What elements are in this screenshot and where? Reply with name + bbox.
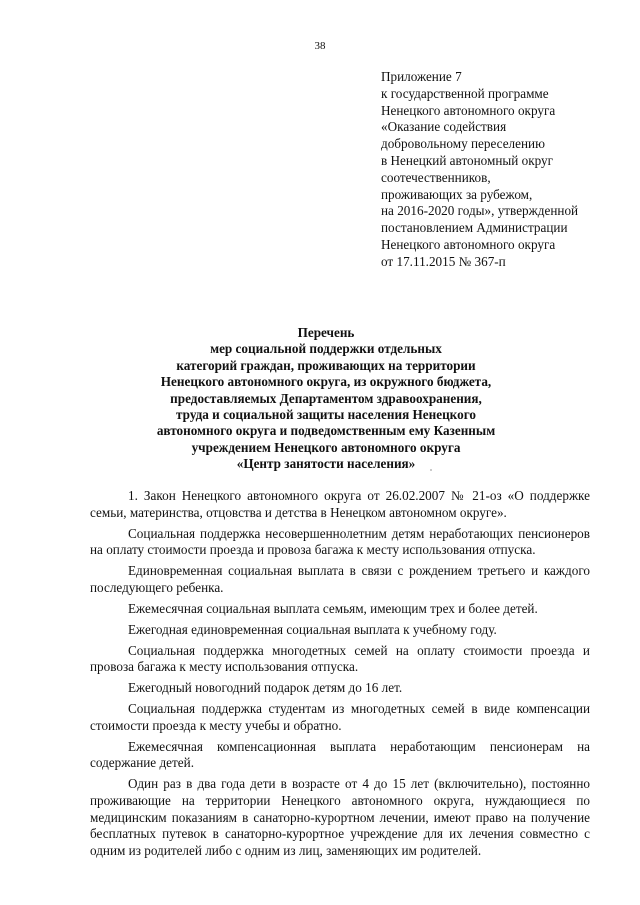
document-body (90, 488, 590, 864)
paragraph: Ежемесячная социальная выплата семьям, имеющим трех и более детей. (128, 600, 538, 616)
paragraph: Ежегодный новогодний подарок детям до 16 лет. (128, 680, 403, 696)
title-line: учреждением Ненецкого автономного округа (191, 439, 461, 455)
title-line: Ненецкого автономного округа, из окружного бюджета, (160, 374, 492, 390)
appendix-line: постановлением Администрации (381, 220, 568, 236)
appendix-line: в Ненецкий автономный округ (381, 152, 554, 168)
appendix-line: Ненецкого автономного округа (381, 236, 556, 252)
paragraph: Ежемесячная компенсационная выплата неработающим пенсионерам на содержание детей. (90, 738, 590, 771)
appendix-line: от 17.11.2015 № 367-п (381, 253, 506, 269)
paragraph: Один раз в два года дети в возрасте от 4 до 15 лет (включительно), постоянно проживающие на территории Ненецкого автономного округа, нуждающиеся по медицинским показаниям в санаторно-курортном лечении, имеют право на получение бесплатных путевок в санаторно-курортное учреждение для их лечения совместно с одним из родителей либо с одним из лиц, заменяющих им родителей. (90, 776, 590, 859)
title-line: «Центр занятости населения» (236, 456, 416, 472)
scan-speck (430, 469, 432, 471)
title-line: труда и социальной защиты населения Ненецкого (176, 407, 476, 423)
paragraph: Ежегодная единовременная социальная выплата к учебному году. (128, 621, 497, 637)
document-title (100, 325, 552, 473)
paragraph: Социальная поддержка несовершеннолетним детям неработающих пенсионеров на оплату стоимости проезда и провоза багажа к месту использования отпуска. (90, 525, 590, 558)
appendix-header (381, 69, 631, 271)
title-line: мер социальной поддержки отдельных (210, 341, 442, 357)
page-number: 38 (314, 40, 326, 52)
title-line: автономного округа и подведомственным ему Казенным (156, 423, 496, 439)
paragraph: 1. Закон Ненецкого автономного округа от 26.02.2007 № 21-оз «О поддержке семьи, материнства, отцовства и детства в Ненецком автономном округе». (90, 488, 590, 520)
paragraph: Единовременная социальная выплата в связи с рождением третьего и каждого последующего ребенка. (90, 563, 590, 595)
appendix-line: Приложение 7 (381, 69, 462, 84)
appendix-line: проживающих за рубежом, (381, 186, 533, 202)
appendix-line: добровольному переселению (381, 136, 545, 152)
appendix-line: на 2016-2020 годы», утвержденной (381, 203, 579, 219)
paragraph: Социальная поддержка многодетных семей на оплату стоимости проезда и провоза багажа к месту использования отпуска. (90, 642, 590, 675)
title-line: категорий граждан, проживающих на территории (176, 357, 476, 373)
paragraph: Социальная поддержка студентам из многодетных семей в виде компенсации стоимости проезда к месту учебы и обратно. (90, 701, 590, 733)
title-line: предоставляемых Департаментом здравоохранения, (170, 390, 482, 406)
appendix-line: к государственной программе (381, 85, 549, 101)
appendix-line: Ненецкого автономного округа (381, 102, 556, 118)
title-line: Перечень (297, 325, 355, 340)
appendix-line: соотечественников, (381, 169, 491, 185)
appendix-line: «Оказание содействия (381, 119, 507, 135)
